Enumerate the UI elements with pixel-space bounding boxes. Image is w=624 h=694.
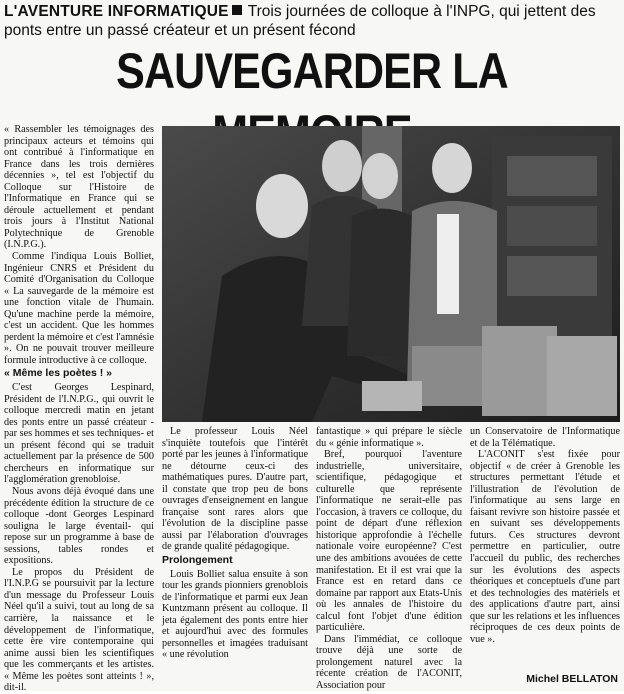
paragraph: un Conservatoire de l'Informatique et de la Télématique. [470,426,620,449]
paragraph: « Rassembler les témoignages des principaux acteurs et témoins qui ont contribué à l'informatique en France dans les trois dernières décennies », tel est l'objectif du Colloque sur l'Histoire de l'Informatique en France qui se déroule actuellement et pendant trois jours à l'Institut National Polytechnique de Grenoble (I.N.P.G.). [4,124,154,251]
paragraph: Le professeur Louis Néel s'inquiète toutefois que l'intérêt porté par les jeunes à l'informatique ne détourne ceux-ci des mathématiques pures. D'autre part, il constate que trop peu de bons ouvrages d'enseignement en langue française sont rares alors que l'évolution de la discipline passe aussi par l'élaboration d'ouvrages de grande qualité pédagogique. [162,426,308,553]
article-column-1 [4,124,154,694]
byline: Michel BELLATON [526,673,618,685]
article-column-3 [316,426,462,692]
kicker [4,2,620,40]
square-bullet-icon [232,5,242,15]
section-label: L'AVENTURE INFORMATIQUE [4,3,229,20]
paragraph: Nous avons déjà évoqué dans une précédente édition la structure de ce colloque -dont Georges Lespinard souligna le large éventail- qui repose sur un programme à base de sessions, tables rondes et expositions. [4,485,154,567]
paragraph: L'ACONIT s'est fixée pour objectif « de créer à Grenoble les structures permettant l'étude et l'illustration de l'évolution de l'informatique au sens large en faisant revivre son histoire passée et en suivant ses développements futurs. Ces structures devront permettre en particulier, outre l'accueil du public, des recherches sur les évolutions des aspects théoriques et conceptuels d'une part et des technologies des matériels et des applications d'autre part, ainsi que sur les relations et les influences réciproques de ces deux points de vue ». [470,449,620,645]
paragraph: Comme l'indiqua Louis Bolliet, Ingénieur CNRS et Président du Comité d'Organisation du Colloque « La sauvegarde de la mémoire est une fonction vitale de l'humain. Qu'une machine perde la mémoire, c'est un accident. Que les hommes perdent la mémoire et c'est l'amnésie ». On ne pouvait trouver meilleure formule introductive à ce colloque. [4,251,154,366]
paragraph: Bref, pourquoi l'aventure industrielle, universitaire, scientifique, pédagogique et culturelle que représente l'informatique ne serait-elle pas l'occasion, à travers ce colloque, du point de départ d'une réflexion historique approfondie à l'échelle nationale voire européenne? C'est une des ambitions avouées de cette manifestation. Et il est vrai que la France est en retard dans ce domaine par rapport aux Etats-Unis où les annales de l'histoire du calcul font l'objet d'une édition particulière. [316,449,462,634]
kicker-subtitle: Trois journées de colloque à l'INPG, qui jettent des ponts entre un passé créateur et un présent fécond [4,3,596,39]
photo-illustration [162,126,620,422]
article-column-2 [162,426,308,661]
paragraph: C'est Georges Lespinard, Président de l'I.N.P.G., qui ouvrit le colloque mercredi matin en jetant des ponts entre un passé créateur -par ses hommes et ses techniques- et un présent fécond qui se traduit actuellement par la présence de 500 chercheurs en informatique sur l'agglomération grenobloise. [4,382,154,486]
photo-men-at-computer [162,126,620,422]
article-column-4 [470,426,620,645]
paragraph: Le propos du Président de l'I.N.P.G se poursuivit par la lecture d'un message du Professeur Louis Néel qu'il a suivi, tout au long de sa carrière, la naissance et le développement de l'informatique, cette ère vire contemporaine qui anime aussi bien les scientifiques que les commerçants et les artistes. « Même les poètes sont atteints ! », dit-il. [4,566,154,694]
paragraph: Louis Bolliet salua ensuite à son tour les grands pionniers grenoblois de l'informatique et parmi eux Jean Kuntzmann présent au colloque. Il jeta également des ponts entre hier et aujourd'hui avec des formules personnelles et imagées traduisant « une révolution [162,568,308,661]
section-heading: « Même les poètes ! » [4,367,112,380]
paragraph: Dans l'immédiat, ce colloque trouve déjà une sorte de prolongement naturel avec la récente création de l'ACONIT, Association pour [316,633,462,692]
section-heading: Prolongement [162,554,233,567]
headline: SAUVEGARDER LA [116,43,508,99]
paragraph: fantastique » qui prépare le siècle du « génie informatique ». [316,426,462,449]
